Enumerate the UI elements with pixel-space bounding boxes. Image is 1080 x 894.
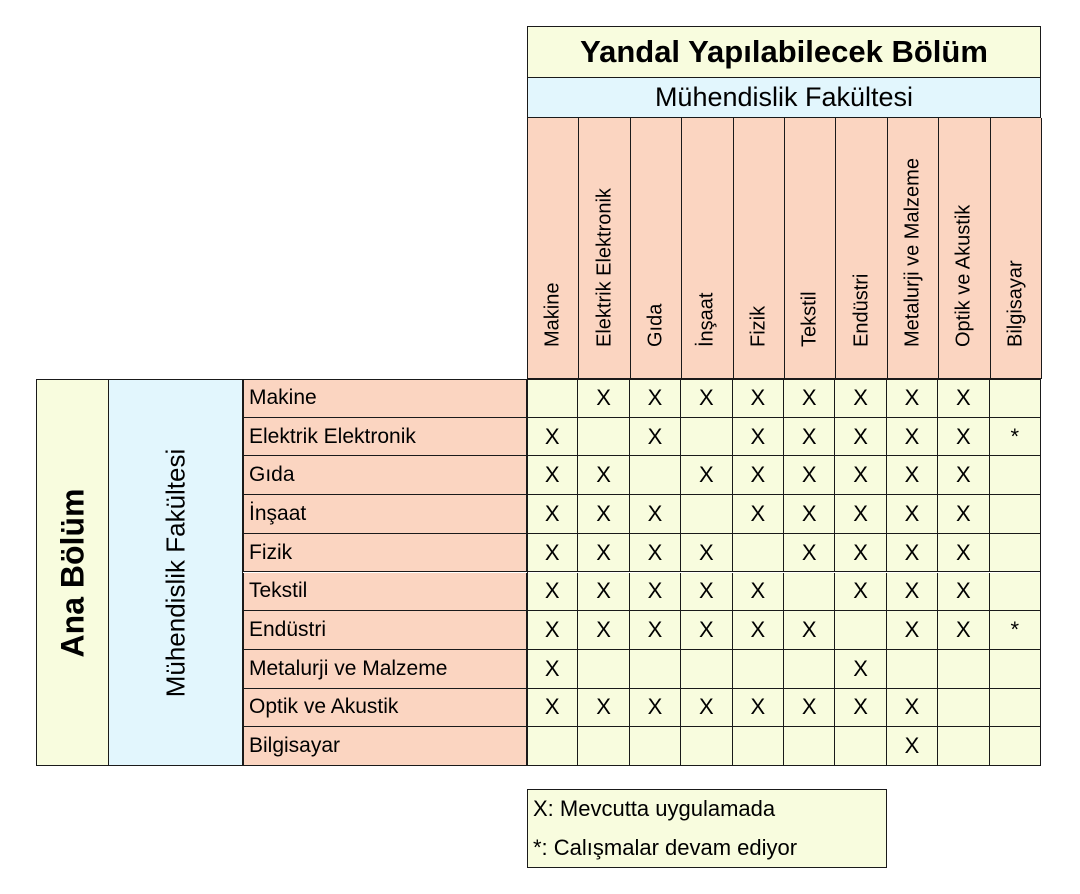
matrix-cell: X [835,650,886,689]
matrix-cell: X [784,379,835,418]
matrix-cell: X [784,456,835,495]
matrix-cell: X [630,495,681,534]
matrix-cell [990,650,1041,689]
matrix-cell [938,650,989,689]
matrix-cell [681,650,732,689]
matrix-cell [578,727,629,766]
legend-implemented: X: Mevcutta uygulamada [527,789,887,829]
matrix-cell: X [630,573,681,612]
row-label: Tekstil [243,573,527,612]
matrix-cell: X [630,418,681,457]
matrix-cell: X [887,573,938,612]
matrix-cell: X [527,611,578,650]
matrix-cell [835,727,886,766]
matrix-cell [630,456,681,495]
matrix-cell: X [733,495,784,534]
matrix-cell [733,650,784,689]
matrix-cell: X [527,495,578,534]
matrix-cell: X [938,418,989,457]
matrix-cell: X [578,456,629,495]
matrix-cell: X [938,379,989,418]
matrix-cell: X [784,689,835,728]
matrix-cell: X [578,534,629,573]
matrix-cell: X [835,573,886,612]
matrix-cell: X [835,534,886,573]
matrix-cell: X [578,495,629,534]
column-header [835,118,887,379]
matrix-cell: X [681,534,732,573]
matrix-cell: X [578,573,629,612]
matrix-cell [938,689,989,728]
matrix-cell [733,727,784,766]
matrix-cell: X [938,534,989,573]
column-header-label: Elektrik Elektronik [593,188,616,347]
column-headers [527,118,1041,379]
row-label: Endüstri [243,611,527,650]
matrix-cell: X [835,495,886,534]
column-header [630,118,682,379]
column-header-label: Makine [541,282,564,347]
matrix-cell [784,573,835,612]
row-label: Metalurji ve Malzeme [243,650,527,689]
matrix-cell: X [733,379,784,418]
matrix-cell: X [733,418,784,457]
column-header-label: Gıda [644,303,667,347]
column-header-label: Metalurji ve Malzeme [901,158,924,347]
matrix-cell [630,650,681,689]
matrix-cell [578,418,629,457]
column-header-label: Bilgisayar [1004,260,1027,347]
matrix-cell: X [681,689,732,728]
matrix-cell: X [784,611,835,650]
matrix-cell: X [887,456,938,495]
matrix-cell [887,650,938,689]
matrix-cell: X [527,573,578,612]
matrix-cell: X [630,611,681,650]
matrix-cell [681,418,732,457]
matrix-cell: X [938,456,989,495]
table-title: Yandal Yapılabilecek Bölüm [527,26,1041,78]
matrix-cell [990,573,1041,612]
row-group-header [36,379,109,766]
matrix-cell: X [733,573,784,612]
matrix-cell [990,456,1041,495]
matrix-grid [527,379,1041,766]
matrix-cell: X [630,689,681,728]
matrix-cell: X [733,689,784,728]
matrix-cell: * [990,418,1041,457]
matrix-cell: X [527,418,578,457]
matrix-cell: X [887,418,938,457]
row-label: İnşaat [243,495,527,534]
matrix-cell: X [733,456,784,495]
matrix-cell: X [938,495,989,534]
matrix-cell: X [938,573,989,612]
matrix-cell [578,650,629,689]
matrix-cell [990,727,1041,766]
row-faculty-label: Mühendislik Fakültesi [160,448,190,697]
matrix-cell: X [527,456,578,495]
matrix-cell: X [681,379,732,418]
column-header-label: Optik ve Akustik [952,204,975,347]
matrix-cell: * [990,611,1041,650]
matrix-cell [527,379,578,418]
column-header [578,118,630,379]
matrix-cell [990,379,1041,418]
matrix-cell: X [784,495,835,534]
matrix-cell: X [578,611,629,650]
matrix-cell [681,727,732,766]
matrix-cell: X [887,379,938,418]
matrix-cell: X [578,379,629,418]
matrix-cell: X [630,534,681,573]
column-header-label: Fizik [747,305,770,347]
matrix-cell: X [681,573,732,612]
row-label: Gıda [243,456,527,495]
column-header [990,118,1042,379]
column-header [733,118,785,379]
matrix-cell [835,611,886,650]
matrix-cell: X [835,418,886,457]
matrix-cell [681,495,732,534]
matrix-cell: X [835,456,886,495]
row-label: Fizik [243,534,527,573]
matrix-cell: X [835,379,886,418]
matrix-cell: X [733,611,784,650]
legend-in-progress: *: Calışmalar devam ediyor [527,828,887,868]
matrix-cell: X [887,689,938,728]
matrix-cell: X [784,534,835,573]
row-faculty-header [109,379,243,766]
matrix-cell [733,534,784,573]
column-header [887,118,939,379]
matrix-cell: X [681,611,732,650]
matrix-cell [784,650,835,689]
matrix-cell: X [527,650,578,689]
row-group-title: Ana Bölüm [54,488,90,657]
matrix-cell [990,689,1041,728]
column-faculty-header: Mühendislik Fakültesi [527,78,1041,118]
matrix-cell [630,727,681,766]
matrix-cell: X [578,689,629,728]
matrix-cell: X [887,611,938,650]
matrix-cell: X [887,727,938,766]
matrix-cell: X [887,534,938,573]
matrix-cell [990,534,1041,573]
matrix-cell: X [784,418,835,457]
column-header-label: İnşaat [695,292,718,347]
matrix-cell: X [527,689,578,728]
row-label: Makine [243,379,527,418]
column-header [784,118,836,379]
row-label: Bilgisayar [243,727,527,766]
row-labels [243,379,527,766]
matrix-cell [527,727,578,766]
row-label: Elektrik Elektronik [243,418,527,457]
matrix-cell [938,727,989,766]
matrix-cell: X [938,611,989,650]
matrix-cell: X [527,534,578,573]
column-header [938,118,990,379]
column-header [527,118,579,379]
column-header [681,118,733,379]
matrix-cell: X [887,495,938,534]
matrix-cell: X [681,456,732,495]
matrix-cell [784,727,835,766]
matrix-cell: X [630,379,681,418]
column-header-label: Tekstil [798,291,821,347]
matrix-cell [990,495,1041,534]
matrix-cell: X [835,689,886,728]
row-label: Optik ve Akustik [243,689,527,728]
column-header-label: Endüstri [850,273,873,347]
